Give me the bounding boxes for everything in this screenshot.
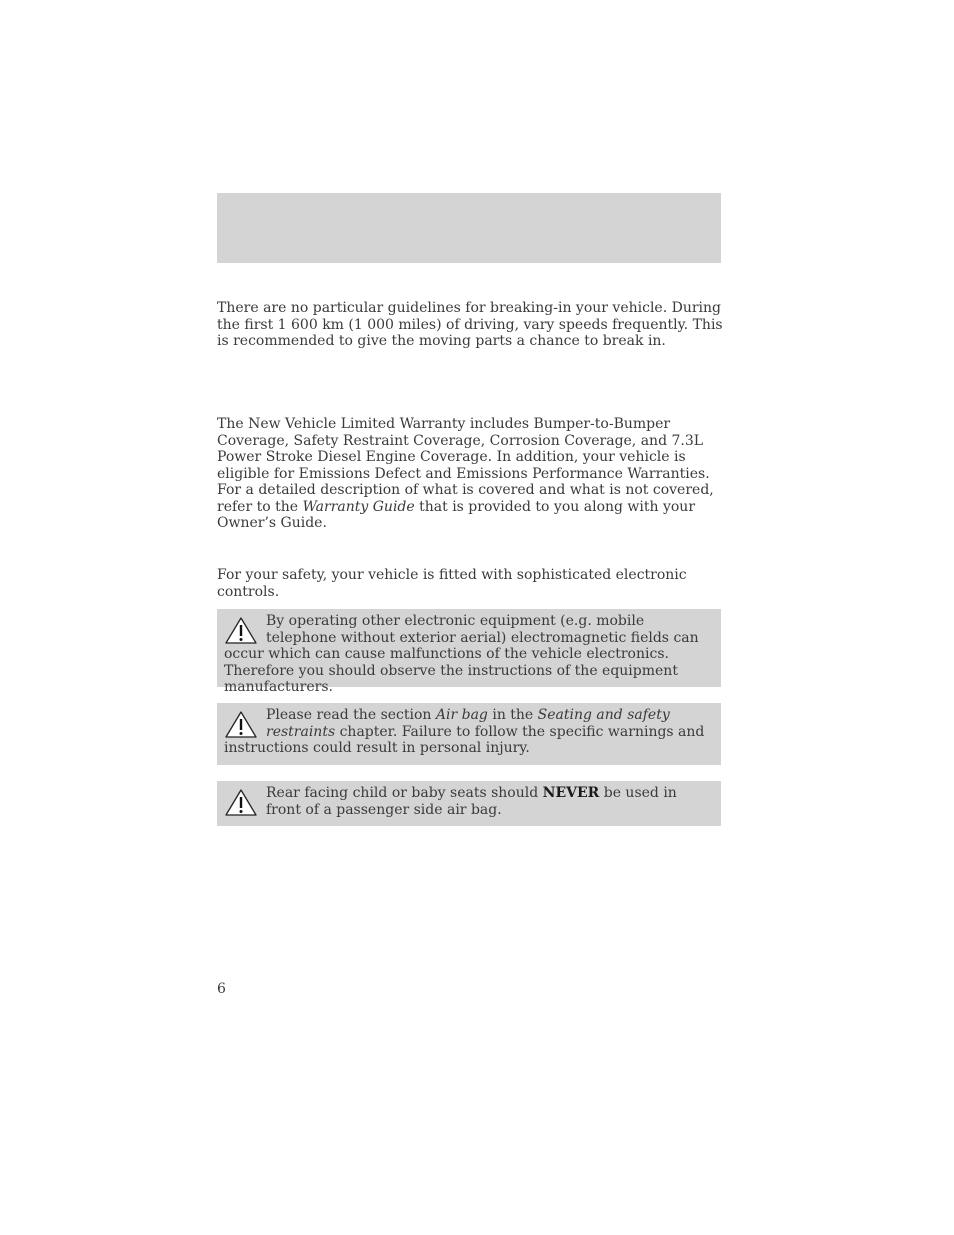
airbag-section-name: Air bag <box>435 707 488 723</box>
warranty-text-after: that is provided to you along with your Owner’s Guide. <box>217 498 696 531</box>
warning-box-airbag-section <box>217 703 721 765</box>
warning-text-part3: chapter. Failure to follow the specific warnings and instructions could result in personal injury. <box>224 723 705 756</box>
warning-text-part1: Please read the section <box>266 707 436 723</box>
warning-text-part2: be used in front of a passenger side air bag. <box>266 785 677 818</box>
warning-text-part1: Rear facing child or baby seats should <box>266 785 543 801</box>
warranty-text-before: The New Vehicle Limited Warranty includes Bumper-to-Bumper Coverage, Safety Restraint Coverage, Corrosion Coverage, and 7.3L Power Stroke Diesel Engine Coverage. In addition, your vehicle is eligible for Emissions Defect and Emissions Performance Warranties. For a detailed description of what is covered and what is not covered, refer to the <box>217 416 714 515</box>
warning-triangle-icon <box>224 710 258 740</box>
warning-box-child-seat <box>217 781 721 826</box>
page-number: 6 <box>217 981 226 997</box>
safety-intro-paragraph: For your safety, your vehicle is fitted with sophisticated electronic controls. <box>217 567 687 600</box>
warning-text-part2: in the <box>487 707 538 723</box>
warranty-guide-title: Warranty Guide <box>302 498 415 515</box>
never-emphasis: NEVER <box>542 785 600 801</box>
breakin-paragraph: There are no particular guidelines for breaking-in your vehicle. During the first 1 600 km (1 000 miles) of driving, vary speeds frequently. This is recommended to give the moving parts a chance to break in. <box>217 300 723 349</box>
section-header-bar <box>217 193 721 263</box>
warning-triangle-icon <box>224 616 258 646</box>
warning-box-electronics <box>217 609 721 695</box>
warning-triangle-icon <box>224 788 258 818</box>
seating-chapter-name: Seating and safety restraints <box>266 707 670 740</box>
warning-text: By operating other electronic equipment (e.g. mobile telephone without exterior aerial) electromagnetic fields can occur which can cause malfunctions of the vehicle electronics. Therefore you should observe the instructions of the equipment manufacturers. <box>224 613 699 695</box>
warranty-paragraph <box>217 416 725 532</box>
